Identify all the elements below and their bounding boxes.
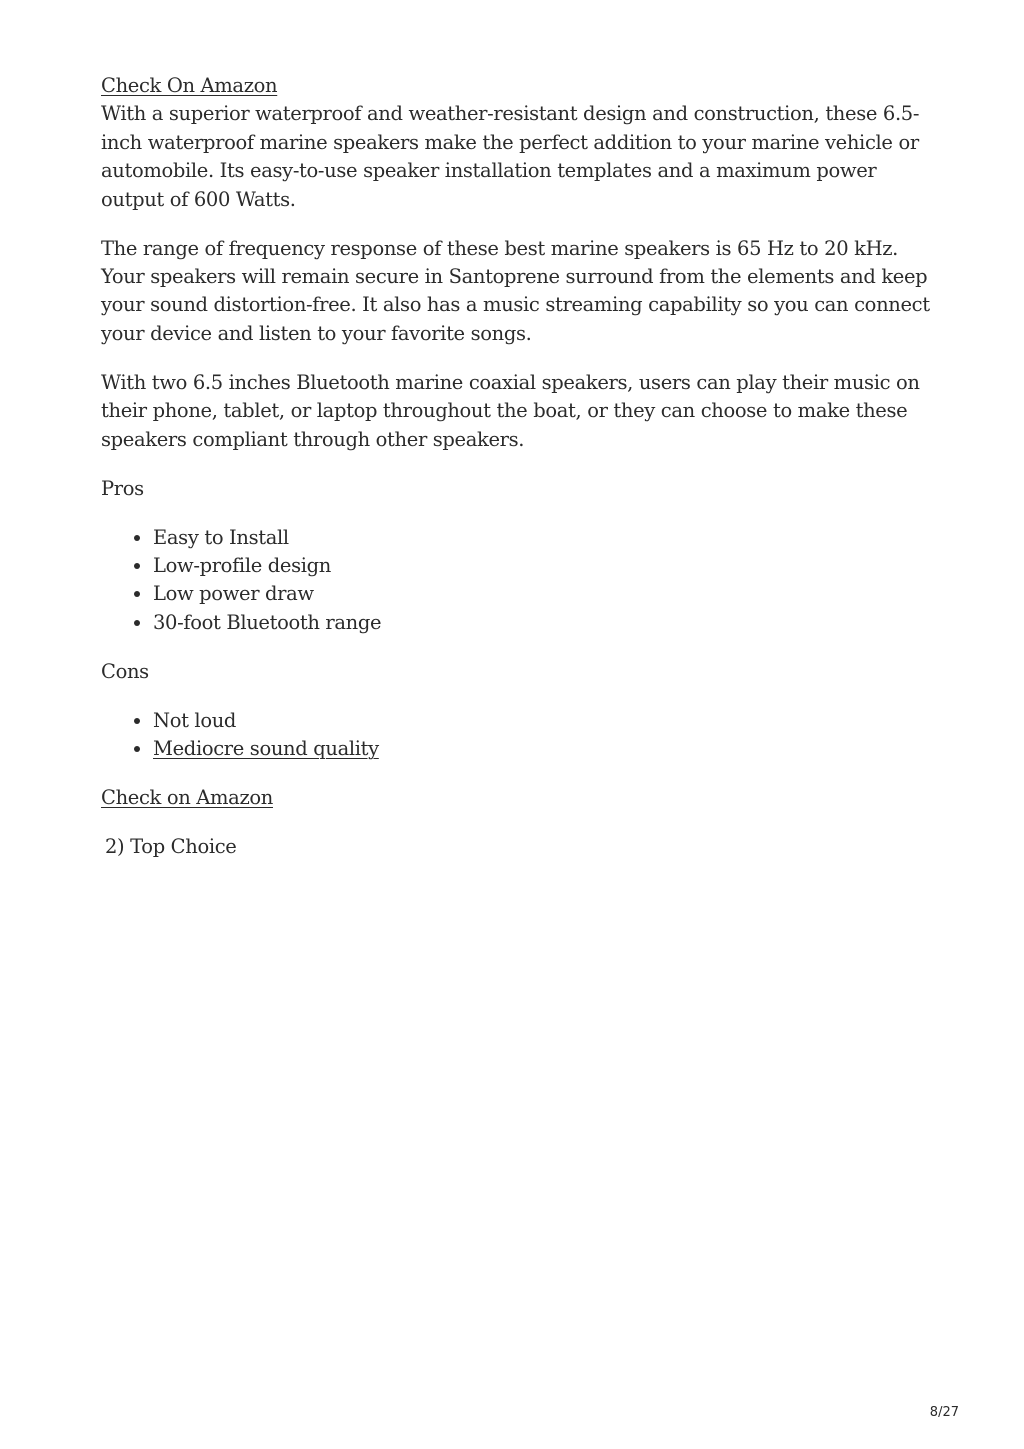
- page-number: 8/27: [929, 1405, 959, 1420]
- description-paragraph-3: With two 6.5 inches Bluetooth marine coaxial speakers, users can play their music on their phone, tablet, or laptop throughout the boat, or they can choose to make these speakers compliant through other speakers.: [101, 370, 920, 451]
- pros-item: • Low power draw: [153, 580, 941, 608]
- check-on-amazon-paragraph: [101, 784, 941, 812]
- mediocre-sound-quality-link[interactable]: Mediocre sound quality: [153, 737, 379, 761]
- cons-item: [153, 735, 941, 763]
- check-on-amazon-link-bottom[interactable]: Check on Amazon: [101, 786, 273, 810]
- check-on-amazon-link-top[interactable]: Check On Amazon: [101, 74, 278, 97]
- pros-item: • Low-profile design: [153, 552, 941, 580]
- description-paragraph-1: With a superior waterproof and weather-resistant design and construction, these 6.5-inch waterproof marine speakers make the perfect addition to your marine vehicle or automobile. Its easy-to-use speaker installation templates and a maximum power output of 600 Watts.: [101, 102, 920, 211]
- cons-item: • Not loud: [153, 707, 941, 735]
- article-body: [101, 72, 941, 882]
- pros-list: [101, 524, 941, 638]
- pros-item: • Easy to Install: [153, 524, 941, 552]
- description-paragraph-2: The range of frequency response of these best marine speakers is 65 Hz to 20 kHz. Your speakers will remain secure in Santoprene surround from the elements and keep your sound distortion-free. It also has a music streaming capability so you can connect your device and listen to your favorite songs.: [101, 236, 930, 345]
- pros-item: • 30-foot Bluetooth range: [153, 609, 941, 637]
- cons-heading: Cons: [101, 659, 149, 683]
- pros-heading: Pros: [101, 476, 144, 500]
- next-section-title: 2) Top Choice: [105, 835, 237, 859]
- cons-list: [101, 707, 941, 764]
